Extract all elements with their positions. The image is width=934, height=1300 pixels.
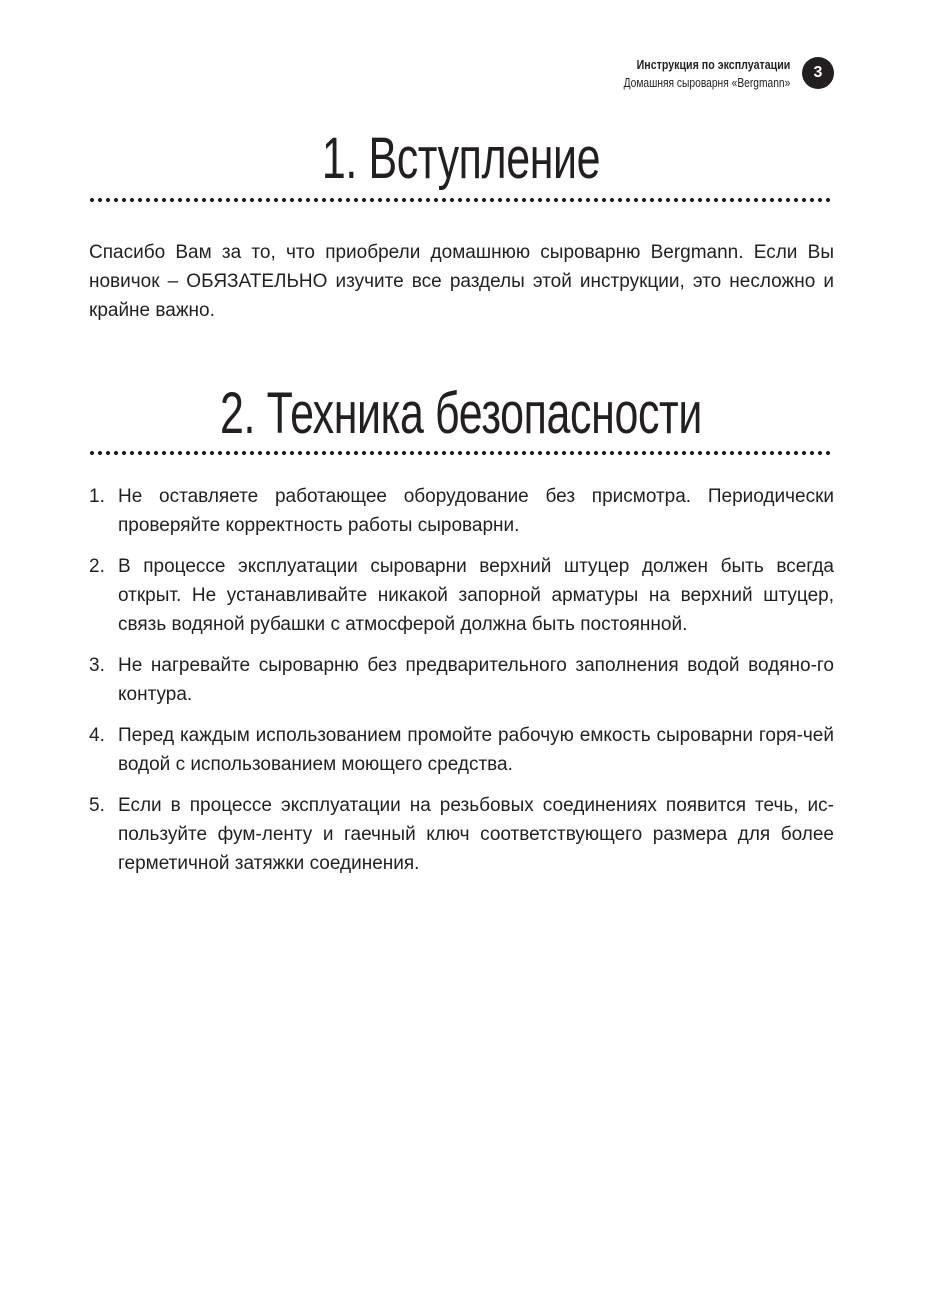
list-item	[89, 721, 834, 779]
dotted-divider	[88, 450, 834, 456]
list-item-number: 3.	[89, 655, 105, 676]
list-item-number: 2.	[89, 556, 105, 577]
header-subtitle: Домашняя сыроварня «Bergmann»	[623, 76, 790, 90]
dotted-divider	[88, 197, 834, 203]
list-item-text: Если в процессе эксплуатации на резьбовых соединениях появится течь, ис-пользуйте фум-ленту и гаечный ключ соответствующего размера для более герметичной затяжки соединения.	[118, 795, 834, 874]
list-item	[89, 482, 834, 540]
page-number-badge: 3	[802, 57, 834, 89]
list-item	[89, 651, 834, 709]
list-item-text: Не нагревайте сыроварню без предварительного заполнения водой водяно-го контура.	[118, 655, 834, 705]
section-heading-introduction: 1. Вступление	[321, 126, 601, 191]
safety-list	[89, 482, 834, 890]
list-item-text: Перед каждым использованием промойте рабочую емкость сыроварни горя-чей водой с использованием моющего средства.	[118, 725, 834, 775]
list-item-number: 4.	[89, 725, 105, 746]
list-item	[89, 791, 834, 878]
list-item	[89, 552, 834, 639]
list-item-text: В процессе эксплуатации сыроварни верхний штуцер должен быть всегда открыт. Не устанавливайте никакой запорной арматуры на верхний штуцер, связь водяной рубашки с атмосферой должна быть постоянной.	[118, 556, 834, 635]
intro-paragraph: Спасибо Вам за то, что приобрели домашнюю сыроварню Bergmann. Если Вы новичок – ОБЯЗАТЕЛЬНО изучите все разделы этой инструкции, это несложно и крайне важно.	[89, 242, 834, 321]
section-heading-safety: 2. Техника безопасности	[220, 381, 702, 446]
list-item-number: 1.	[89, 486, 105, 507]
header-title: Инструкция по эксплуатации	[636, 57, 790, 72]
list-item-number: 5.	[89, 795, 105, 816]
list-item-text: Не оставляете работающее оборудование без присмотра. Периодически проверяйте корректность работы сыроварни.	[118, 486, 834, 536]
running-header	[587, 56, 790, 92]
